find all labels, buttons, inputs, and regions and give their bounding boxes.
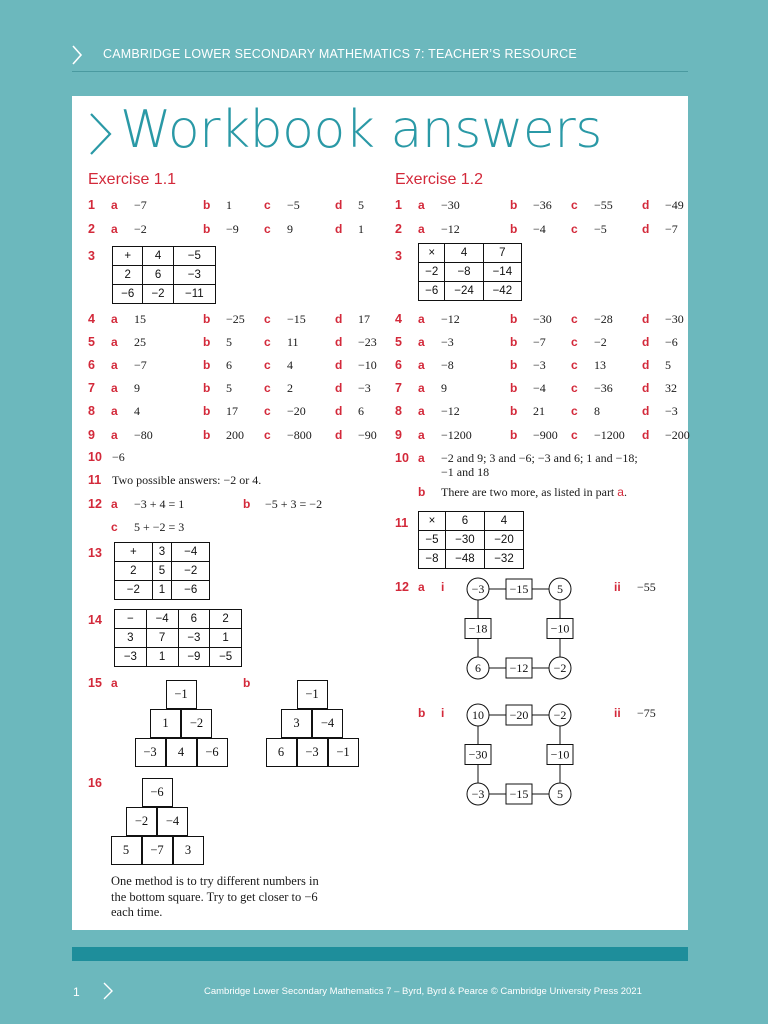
- grid-cell: 4: [484, 512, 523, 531]
- answer-value: 6: [226, 358, 232, 372]
- question-number: 5: [88, 335, 95, 349]
- grid-cell: 4: [445, 244, 483, 263]
- grid-cell: ×: [419, 512, 446, 531]
- answer-value: 13: [594, 358, 606, 372]
- running-header: CAMBRIDGE LOWER SECONDARY MATHEMATICS 7: TEACHER’S RESOURCE: [103, 47, 577, 61]
- question-number: 8: [395, 404, 402, 418]
- pyramid-cell: −1: [328, 738, 359, 767]
- part-label: c: [264, 198, 271, 212]
- grid-cell: 2: [113, 266, 143, 285]
- grid-cell: −2: [115, 581, 153, 600]
- question-number: 4: [395, 312, 402, 326]
- question-number: 14: [88, 613, 102, 627]
- part-label: c: [571, 428, 578, 442]
- question-number: 6: [88, 358, 95, 372]
- exercise-heading: Exercise 1.1: [88, 171, 177, 188]
- node-value: 5: [557, 582, 563, 596]
- question-number: 16: [88, 776, 102, 790]
- part-label: b: [510, 381, 518, 395]
- answer-value: 1: [226, 198, 232, 212]
- answer-text: 5 + −2 = 3: [134, 520, 185, 534]
- part-label: a: [418, 222, 425, 236]
- grid-cell: −32: [484, 550, 523, 569]
- pyramid-cell: −3: [135, 738, 166, 767]
- node-value: −12: [509, 661, 529, 675]
- chevron-right-icon: [102, 981, 114, 1001]
- answer-value: −15: [287, 312, 306, 326]
- question-number: 4: [88, 312, 95, 326]
- answer-value: −6: [665, 335, 678, 349]
- answer-value: −7: [134, 358, 147, 372]
- answer-value: 9: [441, 381, 447, 395]
- pyramid-cell: −6: [197, 738, 228, 767]
- answer-value: 17: [358, 312, 370, 326]
- answer-value: 9: [287, 222, 293, 236]
- part-label: c: [264, 222, 271, 236]
- grid-cell: 7: [146, 629, 178, 648]
- answer-value: 1: [358, 222, 364, 236]
- part-label: a: [418, 335, 425, 349]
- grid-cell: +: [113, 247, 143, 266]
- answer-value: 2: [287, 381, 293, 395]
- answer-text: −1 and 18: [441, 465, 490, 479]
- answer-text: −55: [637, 580, 656, 594]
- answer-value: −90: [358, 428, 377, 442]
- answer-value: 9: [134, 381, 140, 395]
- grid-cell: +: [115, 543, 153, 562]
- answer-value: −20: [287, 404, 306, 418]
- part-label: b: [510, 428, 518, 442]
- question-number: 7: [88, 381, 95, 395]
- node-value: −15: [509, 787, 529, 801]
- answer-value: −28: [594, 312, 613, 326]
- grid-cell: 3: [115, 629, 147, 648]
- pyramid-cell: −7: [142, 836, 173, 865]
- part-label: d: [335, 198, 343, 212]
- grid-cell: −2: [172, 562, 210, 581]
- answer-value: −30: [441, 198, 460, 212]
- question-number: 12: [395, 580, 409, 594]
- part-label: c: [571, 198, 578, 212]
- part-label: c: [571, 404, 578, 418]
- exercise-heading: Exercise 1.2: [395, 171, 484, 188]
- answer-text: −3 + 4 = 1: [134, 497, 185, 511]
- question-number: 10: [395, 451, 409, 465]
- answer-text: −75: [637, 706, 656, 720]
- grid-cell: −48: [445, 550, 484, 569]
- answer-value: −49: [665, 198, 684, 212]
- part-label: b: [510, 335, 518, 349]
- grid-cell: −3: [178, 629, 210, 648]
- pyramid-cell: −4: [312, 709, 343, 738]
- part-label: a: [111, 381, 118, 395]
- answer-value: −25: [226, 312, 245, 326]
- question-number: 9: [88, 428, 95, 442]
- answer-value: −2: [134, 222, 147, 236]
- part-label: d: [642, 381, 650, 395]
- grid-cell: 3: [152, 543, 172, 562]
- node-value: −10: [550, 747, 570, 762]
- part-label: c: [571, 312, 578, 326]
- part-label: a: [418, 198, 425, 212]
- answer-value: 15: [134, 312, 146, 326]
- node-value: −3: [471, 787, 485, 801]
- pyramid-cell: −3: [297, 738, 328, 767]
- answer-value: −55: [594, 198, 613, 212]
- part-label: a: [418, 428, 425, 442]
- answer-value: −7: [134, 198, 147, 212]
- part-label: c: [264, 358, 271, 372]
- pyramid-cell: 6: [266, 738, 297, 767]
- grid-cell: −4: [172, 543, 210, 562]
- grid-cell: −24: [445, 282, 483, 301]
- question-number: 1: [395, 198, 402, 212]
- question-number: 12: [88, 497, 102, 511]
- arithmagon-diagram-a: [460, 574, 580, 684]
- grid-cell: −6: [172, 581, 210, 600]
- part-label: d: [642, 312, 650, 326]
- part-label: c: [264, 312, 271, 326]
- node-value: −15: [509, 582, 529, 596]
- part-label: d: [335, 312, 343, 326]
- answer-value: −800: [287, 428, 312, 442]
- answer-value: −3: [441, 335, 454, 349]
- answer-value: 5: [226, 335, 232, 349]
- grid-cell: 7: [483, 244, 521, 263]
- part-label: d: [335, 404, 343, 418]
- pyramid-cell: −2: [126, 807, 157, 836]
- part-label: b: [510, 198, 518, 212]
- answer-value: 11: [287, 335, 299, 349]
- part-label: a: [418, 312, 425, 326]
- part-label: d: [335, 428, 343, 442]
- part-label: b: [203, 335, 211, 349]
- grid-cell: −30: [445, 531, 484, 550]
- grid-cell: −3: [173, 266, 215, 285]
- part-label: a: [111, 198, 118, 212]
- question-number: 11: [395, 516, 409, 530]
- part-label: a: [418, 404, 425, 418]
- grid-cell: −9: [178, 648, 210, 667]
- grid-cell: −6: [113, 285, 143, 304]
- answer-note-line: each time.: [111, 905, 163, 919]
- question-number: 6: [395, 358, 402, 372]
- node-value: −10: [550, 621, 570, 636]
- pyramid-cell: −4: [157, 807, 188, 836]
- answer-value: 5: [226, 381, 232, 395]
- part-label: a: [418, 381, 425, 395]
- part-label: b: [510, 222, 518, 236]
- part-label: c: [264, 381, 271, 395]
- part-label: d: [335, 335, 343, 349]
- grid-cell: −: [115, 610, 147, 629]
- answer-value: −900: [533, 428, 558, 442]
- grid-cell: −2: [143, 285, 173, 304]
- answer-value: 17: [226, 404, 238, 418]
- part-label: ii: [614, 706, 621, 720]
- part-label: b: [203, 222, 211, 236]
- answer-text: −6: [112, 450, 125, 464]
- answer-value: −5: [287, 198, 300, 212]
- part-label: c: [571, 358, 578, 372]
- part-label: a: [418, 580, 425, 594]
- grid-cell: ×: [419, 244, 445, 263]
- grid-cell: −2: [419, 263, 445, 282]
- answer-value: −7: [533, 335, 546, 349]
- part-label: a: [111, 222, 118, 236]
- part-label: b: [243, 497, 251, 511]
- answer-text: There are two more, as listed in part a.: [441, 485, 627, 499]
- node-value: −3: [471, 582, 485, 596]
- grid-cell: −5: [173, 247, 215, 266]
- answer-grid-q3: [418, 243, 522, 301]
- answer-note-line: the bottom square. Try to get closer to −6: [111, 890, 318, 904]
- answer-value: −30: [533, 312, 552, 326]
- part-label: a: [111, 312, 118, 326]
- pyramid-cell: −1: [166, 680, 197, 709]
- pyramid-cell: 4: [166, 738, 197, 767]
- question-number: 7: [395, 381, 402, 395]
- pyramid-cell: −2: [181, 709, 212, 738]
- question-number: 10: [88, 450, 102, 464]
- node-value: −2: [553, 708, 567, 722]
- grid-cell: 1: [152, 581, 172, 600]
- grid-cell: −42: [483, 282, 521, 301]
- question-number: 3: [395, 249, 402, 263]
- grid-cell: −5: [419, 531, 446, 550]
- part-label: a: [111, 676, 118, 690]
- part-label: d: [642, 358, 650, 372]
- node-value: 10: [472, 708, 484, 722]
- answer-value: −3: [665, 404, 678, 418]
- part-label: a: [111, 358, 118, 372]
- node-value: 6: [475, 661, 481, 675]
- part-label: b: [203, 312, 211, 326]
- answer-value: −4: [533, 222, 546, 236]
- pyramid-cell: −6: [142, 778, 173, 807]
- part-label: a: [111, 404, 118, 418]
- grid-cell: 4: [143, 247, 173, 266]
- question-number: 2: [395, 222, 402, 236]
- pyramid-cell: 3: [281, 709, 312, 738]
- arithmagon-diagram-b: [460, 700, 580, 810]
- answer-value: −23: [358, 335, 377, 349]
- node-value: 5: [557, 787, 563, 801]
- grid-cell: −14: [483, 263, 521, 282]
- question-number: 3: [88, 249, 95, 263]
- answer-value: −30: [665, 312, 684, 326]
- answer-value: 5: [665, 358, 671, 372]
- answer-value: 4: [134, 404, 140, 418]
- answer-value: −1200: [594, 428, 625, 442]
- node-value: −18: [468, 621, 488, 636]
- part-label: d: [642, 335, 650, 349]
- answer-value: −3: [358, 381, 371, 395]
- part-label: a: [111, 497, 118, 511]
- question-number: 8: [88, 404, 95, 418]
- part-label: i: [441, 706, 445, 720]
- chevron-right-icon: [70, 44, 84, 66]
- pyramid-cell: 3: [173, 836, 204, 865]
- part-label: c: [264, 404, 271, 418]
- answer-value: −5: [594, 222, 607, 236]
- grid-cell: −4: [146, 610, 178, 629]
- answer-note-line: One method is to try different numbers in: [111, 874, 319, 888]
- question-number: 9: [395, 428, 402, 442]
- answer-value: −10: [358, 358, 377, 372]
- part-label: c: [264, 428, 271, 442]
- part-label: b: [203, 428, 211, 442]
- part-label: b: [418, 706, 426, 720]
- grid-cell: −8: [419, 550, 446, 569]
- answer-value: −7: [665, 222, 678, 236]
- grid-cell: −3: [115, 648, 147, 667]
- answer-value: −2: [594, 335, 607, 349]
- answer-value: 8: [594, 404, 600, 418]
- question-number: 15: [88, 676, 102, 690]
- part-label: a: [111, 428, 118, 442]
- answer-grid-q14: [114, 609, 242, 667]
- part-label: c: [571, 335, 578, 349]
- part-label: b: [203, 381, 211, 395]
- answer-value: 6: [358, 404, 364, 418]
- part-label: a: [418, 451, 425, 465]
- part-label: d: [335, 381, 343, 395]
- answer-grid-q13: [114, 542, 210, 600]
- part-label: d: [642, 222, 650, 236]
- answer-value: −1200: [441, 428, 472, 442]
- part-label: b: [510, 358, 518, 372]
- grid-cell: −8: [445, 263, 483, 282]
- part-label: d: [642, 198, 650, 212]
- answer-value: 32: [665, 381, 677, 395]
- grid-cell: 2: [115, 562, 153, 581]
- answer-grid-q11: [418, 511, 524, 569]
- part-label: b: [203, 198, 211, 212]
- grid-cell: 2: [210, 610, 242, 629]
- answer-value: 25: [134, 335, 146, 349]
- question-number: 1: [88, 198, 95, 212]
- part-label: b: [510, 312, 518, 326]
- question-number: 5: [395, 335, 402, 349]
- part-label: b: [418, 485, 426, 499]
- question-number: 2: [88, 222, 95, 236]
- grid-cell: 5: [152, 562, 172, 581]
- grid-cell: 1: [146, 648, 178, 667]
- part-label: a: [111, 335, 118, 349]
- question-number: 13: [88, 546, 102, 560]
- answer-grid-q3: [112, 246, 216, 304]
- grid-cell: −20: [484, 531, 523, 550]
- answer-value: −200: [665, 428, 690, 442]
- part-label: c: [111, 520, 118, 534]
- answer-value: −12: [441, 404, 460, 418]
- part-label: b: [243, 676, 251, 690]
- grid-cell: −6: [419, 282, 445, 301]
- part-label: c: [571, 381, 578, 395]
- answer-text: −2 and 9; 3 and −6; −3 and 6; 1 and −18;: [441, 451, 638, 465]
- pyramid-cell: 5: [111, 836, 142, 865]
- footer-bar: [72, 947, 688, 961]
- part-label: b: [203, 404, 211, 418]
- node-value: −20: [509, 708, 529, 722]
- part-label: d: [335, 222, 343, 236]
- question-number: 11: [88, 473, 102, 487]
- answer-value: −9: [226, 222, 239, 236]
- part-label: ii: [614, 580, 621, 594]
- answer-value: −8: [441, 358, 454, 372]
- answer-value: −36: [594, 381, 613, 395]
- node-value: −2: [553, 661, 567, 675]
- answer-value: 200: [226, 428, 244, 442]
- grid-cell: 6: [143, 266, 173, 285]
- part-label: a: [418, 358, 425, 372]
- grid-cell: −5: [210, 648, 242, 667]
- answer-value: −12: [441, 312, 460, 326]
- part-label: c: [571, 222, 578, 236]
- part-label: i: [441, 580, 445, 594]
- answer-value: −12: [441, 222, 460, 236]
- grid-cell: 6: [445, 512, 484, 531]
- part-label: c: [264, 335, 271, 349]
- part-label: b: [203, 358, 211, 372]
- page-number: 1: [73, 985, 80, 999]
- part-label: b: [510, 404, 518, 418]
- part-label: d: [642, 404, 650, 418]
- answer-value: −80: [134, 428, 153, 442]
- answer-value: −3: [533, 358, 546, 372]
- grid-cell: 1: [210, 629, 242, 648]
- part-label: d: [335, 358, 343, 372]
- grid-cell: −11: [173, 285, 215, 304]
- answer-value: −36: [533, 198, 552, 212]
- answer-value: 4: [287, 358, 293, 372]
- part-label: d: [642, 428, 650, 442]
- answer-value: 21: [533, 404, 545, 418]
- header-rule: [72, 71, 688, 72]
- copyright-credit: Cambridge Lower Secondary Mathematics 7 – Byrd, Byrd & Pearce © Cambridge University Press 2021: [204, 986, 642, 997]
- page-title: Workbook answers: [120, 100, 602, 160]
- grid-cell: 6: [178, 610, 210, 629]
- answer-value: 5: [358, 198, 364, 212]
- node-value: −30: [468, 747, 488, 762]
- answer-text: Two possible answers: −2 or 4.: [112, 473, 262, 487]
- pyramid-cell: 1: [150, 709, 181, 738]
- answer-value: −4: [533, 381, 546, 395]
- pyramid-cell: −1: [297, 680, 328, 709]
- answer-text: −5 + 3 = −2: [265, 497, 323, 511]
